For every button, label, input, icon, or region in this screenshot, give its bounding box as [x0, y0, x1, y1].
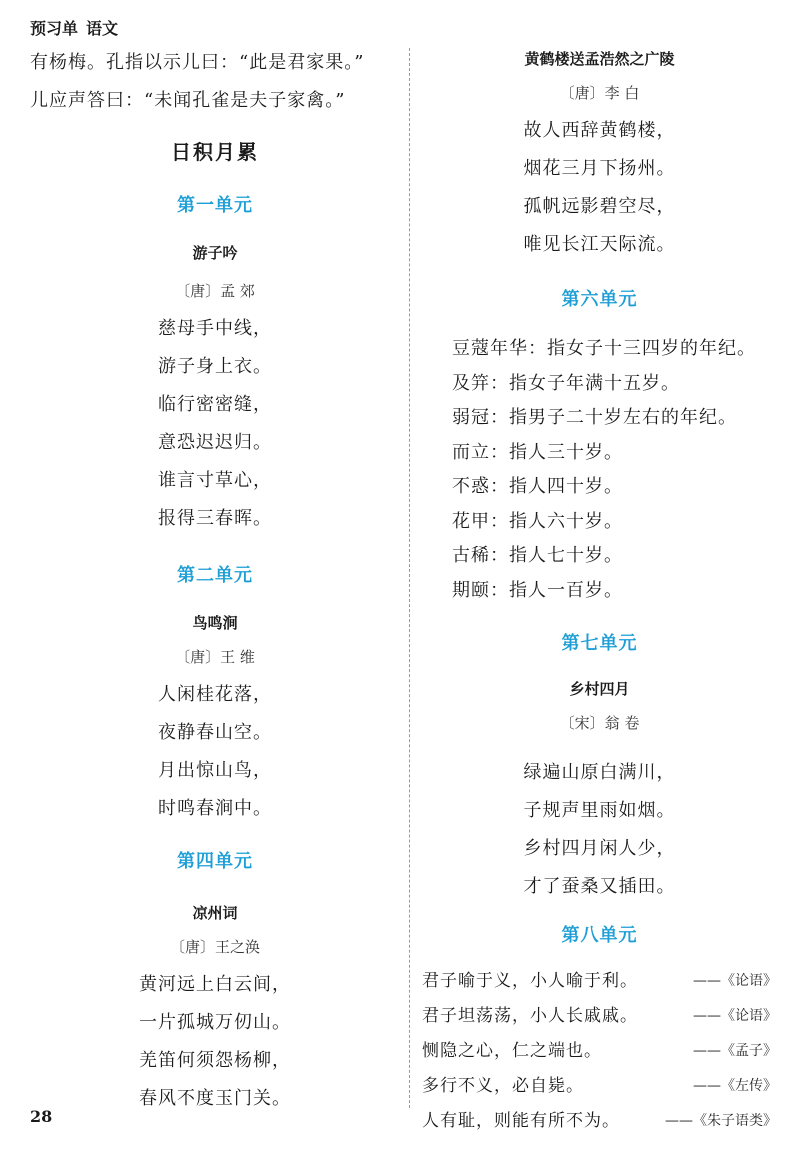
poem-author: 〔唐〕王之涣	[169, 938, 260, 956]
poem-line: 绿遍山原白满川，	[523, 762, 676, 783]
poem-line: 慈母手中线，	[158, 318, 272, 339]
page-number: 28	[30, 1107, 53, 1126]
poem-line: 报得三春晖。	[158, 508, 272, 529]
quote-source: ——《左传》	[693, 1078, 777, 1094]
poem-body	[30, 966, 400, 1118]
quote-source: ——《朱子语类》	[665, 1113, 777, 1129]
poem-line: 羌笛何须怨杨柳，	[139, 1050, 291, 1071]
poem-line: 意恐迟迟归。	[158, 432, 272, 453]
poem-line: 临行密密缝，	[158, 394, 272, 415]
poem-line: 黄河远上白云间，	[139, 974, 291, 995]
quote-source: ——《论语》	[693, 973, 777, 989]
poem-line: 才了蚕桑又插田。	[523, 876, 676, 897]
age-term-item: 豆蔻年华：指女子十三四岁的年纪。	[452, 338, 756, 359]
header-subject: 语文	[86, 19, 119, 38]
age-term-item: 古稀：指人七十岁。	[452, 545, 623, 566]
age-term-item: 花甲：指人六十岁。	[452, 510, 623, 532]
poem-title: 乡村四月	[569, 680, 630, 698]
unit4-heading: 第四单元	[177, 851, 253, 872]
quotes-list	[422, 964, 777, 1139]
poem-line: 月出惊山鸟，	[158, 760, 272, 781]
poem-line: 人闲桂花落，	[158, 684, 272, 705]
poem-body	[422, 754, 777, 906]
quote-row	[422, 964, 777, 999]
quote-source: ——《孟子》	[693, 1043, 777, 1059]
poem-line: 唯见长江天际流。	[523, 234, 676, 255]
poem-title: 凉州词	[192, 904, 238, 922]
unit7-heading: 第七单元	[561, 633, 638, 654]
poem-title: 鸟鸣涧	[192, 614, 238, 632]
quote-text: 恻隐之心，仁之端也。	[422, 1041, 602, 1061]
poem-author: 〔宋〕翁 卷	[559, 714, 640, 732]
section-title: 日积月累	[171, 140, 259, 164]
left-column	[30, 44, 400, 1118]
poem-line: 春风不度玉门关。	[139, 1088, 291, 1109]
quote-text: 人有耻，则能有所不为。	[422, 1111, 620, 1131]
unit2-heading: 第二单元	[177, 565, 253, 586]
poem-line: 谁言寸草心，	[158, 470, 272, 491]
story-continuation	[30, 44, 400, 120]
poem-line: 故人西辞黄鹤楼，	[523, 120, 676, 141]
quote-text: 多行不义，必自毙。	[422, 1076, 584, 1096]
unit6-heading: 第六单元	[561, 289, 638, 310]
intro-line: 有杨梅。孔指以示儿曰：“此是君家果。”	[30, 52, 365, 73]
poem-line: 游子身上衣。	[158, 356, 272, 377]
poem-line: 一片孤城万仞山。	[139, 1012, 291, 1033]
age-term-item: 不惑：指人四十岁。	[452, 476, 623, 497]
quote-text: 君子喻于义，小人喻于利。	[422, 971, 638, 991]
poem-line: 孤帆远影碧空尽，	[523, 196, 676, 217]
unit1-heading: 第一单元	[177, 195, 253, 216]
poem-line: 子规声里雨如烟。	[523, 800, 676, 821]
unit8-heading: 第八单元	[561, 925, 638, 946]
age-term-item: 弱冠：指男子二十岁左右的年纪。	[452, 407, 737, 428]
age-term-item: 期颐：指人一百岁。	[452, 579, 623, 601]
poem-title: 黄鹤楼送孟浩然之广陵	[524, 50, 675, 68]
poem-body	[422, 112, 777, 264]
quote-row	[422, 1104, 777, 1139]
age-term-item: 而立：指人三十岁。	[452, 441, 623, 463]
poem-line: 乡村四月闲人少，	[523, 838, 676, 859]
column-divider	[409, 48, 410, 1108]
right-column	[422, 44, 777, 1139]
quote-row	[422, 1069, 777, 1104]
quote-row	[422, 1034, 777, 1069]
poem-author: 〔唐〕孟 郊	[175, 282, 255, 300]
poem-author: 〔唐〕李 白	[559, 84, 640, 102]
poem-body	[30, 310, 400, 538]
quote-text: 君子坦荡荡，小人长戚戚。	[422, 1006, 638, 1026]
poem-line: 烟花三月下扬州。	[523, 158, 676, 179]
poem-title: 游子吟	[192, 244, 238, 262]
quote-source: ——《论语》	[693, 1008, 777, 1024]
intro-line: 儿应声答曰：“未闻孔雀是夫子家禽。”	[30, 90, 346, 111]
age-term-item: 及笄：指女子年满十五岁。	[452, 372, 680, 394]
poem-author: 〔唐〕王 维	[175, 648, 255, 666]
poem-line: 夜静春山空。	[158, 722, 272, 743]
page-header	[30, 16, 118, 39]
header-title: 预习单	[30, 19, 79, 38]
poem-line: 时鸣春涧中。	[158, 798, 272, 819]
quote-row	[422, 999, 777, 1034]
age-terms-list	[422, 332, 777, 608]
poem-body	[30, 676, 400, 828]
